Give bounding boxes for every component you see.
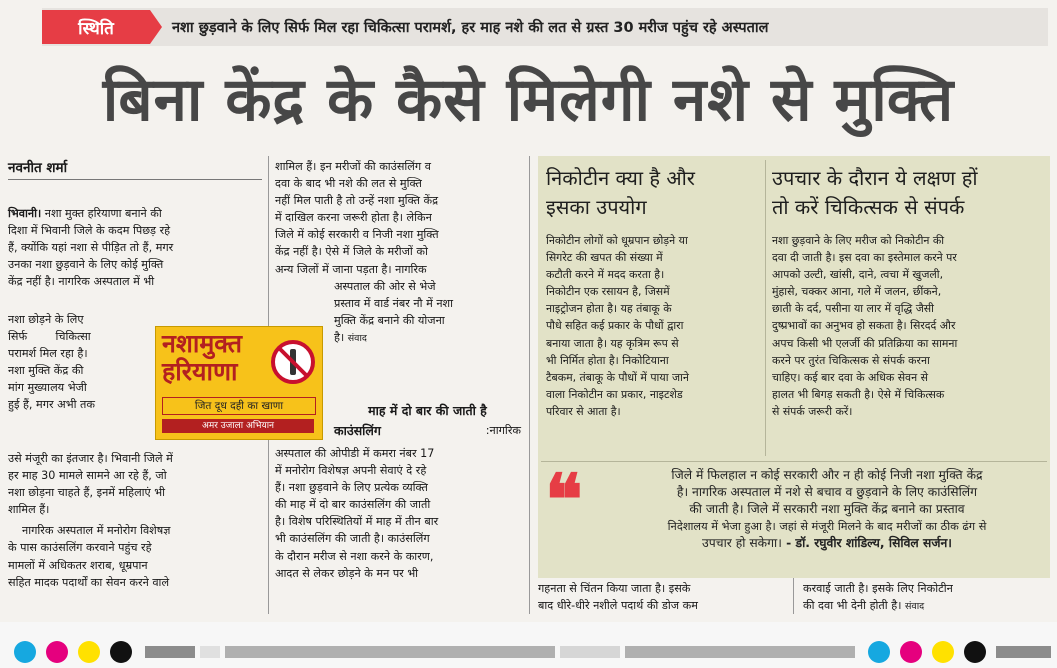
logo-tagline: जित दूध दही का खाणा [162, 397, 316, 415]
col1-line: नागरिक अस्पताल में मनोरोग विशेषज्ञ [22, 524, 171, 538]
column-4-bottom: करवाई जाती है। इसके लिए निकोटीन की दवा भी देनी होती है। संवाद [803, 582, 953, 613]
col2-line: के दौरान मरीज से नशा करने के कारण, [275, 549, 434, 563]
col2-line: है। संवाद [334, 331, 367, 345]
quote-attribution: - डॉ. रघुवीर शांडिल्य, सिविल सर्जन। [781, 536, 952, 550]
black-swatch [964, 641, 986, 663]
logo-title-line1: नशामुक्त [162, 329, 242, 358]
gray-bar [225, 646, 555, 658]
headline: बिना केंद्र के कैसे मिलेगी नशे से मुक्ति [102, 65, 955, 135]
gray-bar [145, 646, 195, 658]
gray-bar [560, 646, 620, 658]
column-1-wrap [8, 311, 148, 414]
credit: संवाद [347, 333, 367, 345]
col2-line: जिले में कोई सरकारी व निजी नशा मुक्ति [275, 228, 439, 242]
col1-line: मांग मुख्यालय भेजी [8, 381, 87, 395]
dateline: भिवानी। [8, 207, 42, 220]
subhead-tail: :नागरिक [485, 424, 521, 437]
logo-title-line2: हरियाणा [162, 357, 238, 386]
col2-line: दवा के बाद भी नशे की लत से मुक्ति [275, 177, 422, 191]
col1-line: उसे मंजूरी का इंतजार है। भिवानी जिले में [8, 452, 173, 465]
col2-line: में मनोरोग विशेषज्ञ अपनी सेवाएं दे रहे [275, 464, 427, 478]
box-left-heading: इसका उपयोग [546, 195, 647, 219]
cyan-swatch [14, 641, 36, 663]
quote-text: जिले में फिलहाल न कोई सरकारी और न ही कोई निजी नशा मुक्ति केंद्र है। नागरिक अस्पताल में नशे से बचाव व छुड़वाने के लिए काउंसिलिंग की जाती है। जिले में सरकारी नशा मुक्ति केंद्र बनाने का प्रस्ताव निदेशालय में भेजा हुआ है। जहां से मंजूरी मिलने के बाद मरीजों का ठीक ढंग से उपचार हो सकेगा। - डॉ. रघुवीर शांडिल्य, सिविल सर्जन। [667, 468, 987, 550]
col1-line: भिवानी। नशा मुक्त हरियाणा बनाने की [8, 207, 162, 220]
column-2-bottom [275, 445, 521, 582]
quote-mark-icon: ❝ [545, 458, 583, 541]
yellow-swatch [78, 641, 100, 663]
col2-line: अस्पताल की ओर से भेजे [334, 280, 436, 293]
box-divider [765, 160, 766, 456]
col1-line: दिशा में भिवानी जिले के कदम पिछड़ रहे [8, 224, 171, 238]
kicker-text: नशा छुड़वाने के लिए सिर्फ मिल रहा चिकित्सा परामर्श, हर माह नशे की लत से ग्रस्त 30 मरीज पहुंच रहे अस्पताल [172, 20, 769, 36]
section-tag-arrow [150, 10, 162, 44]
box-right-body: नशा छुड़वाने के लिए मरीज को निकोटीन की दवा दी जाती है। इस दवा का इस्तेमाल करने पर आपको उल्टी, खांसी, दाने, त्वचा में खुजली, मुंहासे, चक्कर आना, गले में जलन, छींकने, छाती के दर्द, पसीना या लार में वृद्धि जैसी दुष्प्रभावों का अनुभव हो सकता है। सिरदर्द और अपच किसी भी एलर्जी की प्रतिक्रिया का सामना करने पर तुरंत चिकित्सक से संपर्क करना चाहिए। कई बार दवा के अधिक सेवन से हालत भी बिगड़ सकती है। ऐसे में चिकित्सक से संपर्क जरूरी करें। [772, 234, 958, 418]
box-left-body: निकोटीन लोगों को धूम्रपान छोड़ने या सिगरेट की खपत की संख्या में कटौती करने में मदद करता है। निकोटीन एक रसायन है, जिसमें नाइट्रोजन होता है। यह तंबाकू के पौधे सहित कई प्रकार के पौधों द्वारा बनाया जाता है। यह कृत्रिम रूप से भी निर्मित होता है। निकोटियाना टैबकम, तंबाकू के पौधों में पाया जाने वाला निकोटीन का प्रकार, नाइटशेड परिवार से आता है। [546, 234, 689, 418]
column-1-top [8, 205, 262, 290]
col1-line: नशा छोड़ना चाहते हैं, इनमें महिलाएं भी [8, 486, 166, 500]
col2-line: है। विशेष परिस्थितियों में माह में तीन बार [275, 515, 439, 529]
magenta-swatch [46, 641, 68, 663]
column-divider [529, 156, 530, 614]
subhead-keyword: काउंसलिंग [334, 423, 381, 438]
col1-line: हैं, क्योंकि यहां नशा से पीड़ित तो हैं, मगर [8, 241, 174, 255]
gray-bar [200, 646, 220, 658]
no-drugs-icon [270, 339, 316, 385]
col1-line: शामिल हैं। [8, 503, 50, 517]
byline: नवनीत शर्मा [8, 158, 262, 180]
col1-line: नशा मुक्ति केंद्र की [8, 364, 84, 378]
column-2-wrap [334, 278, 521, 347]
box-right-heading: उपचार के दौरान ये लक्षण हों [772, 166, 978, 190]
column-3-bottom: गहनता से चिंतन किया जाता है। इसके बाद धीरे-धीरे नशीले पदार्थ की डोज कम [538, 582, 698, 613]
column-2-top [275, 158, 521, 278]
magenta-swatch [900, 641, 922, 663]
box-right-heading: तो करें चिकित्सक से संपर्क [772, 195, 965, 219]
col1-line: हुई हैं, मगर अभी तक [8, 398, 95, 412]
box-right [772, 164, 1044, 222]
column-1-bottom [8, 450, 262, 591]
col1-line: परामर्श मिल रहा है। [8, 347, 88, 361]
col2-line: अस्पताल की ओपीडी में कमरा नंबर 17 [275, 447, 435, 460]
col1-line: नशा छोड़ने के लिए [8, 313, 84, 326]
col2-line: में दाखिल करना जरूरी होता है। लेकिन [275, 211, 432, 225]
col1-line: केंद्र नहीं है। नागरिक अस्पताल में भी [8, 275, 155, 289]
print-margin [0, 622, 1057, 668]
col2-line: नहीं मिल पाती है तो उन्हें नशा मुक्ति केंद्र [275, 194, 439, 208]
col2-line: की माह में दो बार काउंसलिंग की जाती [275, 498, 431, 512]
subhead: माह में दो बार की जाती है [368, 403, 487, 418]
col1-line: हर माह 30 मामले सामने आ रहे हैं, जो [8, 469, 167, 483]
col2-line: शामिल हैं। इन मरीजों की काउंसलिंग व [275, 160, 431, 173]
credit: संवाद [905, 601, 925, 613]
column-divider [793, 578, 794, 614]
yellow-swatch [932, 641, 954, 663]
col1-line: के पास काउंसलिंग करवाने पहुंच रहे [8, 541, 152, 555]
col1-line: मामलों में अधिकतर शराब, धूम्रपान [8, 558, 148, 572]
col1-line: सहित मादक पदार्थों का सेवन करने वाले [8, 575, 170, 589]
col1-line: सिर्फ चिकित्सा [8, 330, 91, 344]
cyan-swatch [868, 641, 890, 663]
col2-line: अन्य जिलों में जाना पड़ता है। नागरिक [275, 262, 427, 276]
col2-line: आदत से लेकर छोड़ने के मन पर भी [275, 566, 419, 580]
box-left-heading: निकोटीन क्या है और [546, 166, 695, 190]
logo-footer: अमर उजाला अभियान [162, 419, 314, 433]
subhead-line-2 [334, 422, 521, 440]
box-left [546, 164, 758, 222]
col2-line: भी काउंसलिंग की जाती है। काउंसलिंग [275, 532, 430, 546]
gray-bar [625, 646, 855, 658]
col1-line: उनका नशा छुड़वाने के लिए कोई मुक्ति [8, 258, 164, 272]
col2-line: हैं। नशा छुड़वाने के लिए प्रत्येक व्यक्ति [275, 481, 428, 495]
col2-line: प्रस्ताव में वार्ड नंबर नौ में नशा [334, 297, 454, 311]
col2-line: मुक्ति केंद्र बनाने की योजना [334, 314, 445, 328]
gray-bar [996, 646, 1051, 658]
col2-line: केंद्र नहीं है। ऐसे में जिले के मरीजों को [275, 245, 428, 259]
section-tag: स्थिति [42, 10, 150, 44]
black-swatch [110, 641, 132, 663]
nasha-mukt-haryana-logo [155, 326, 323, 440]
